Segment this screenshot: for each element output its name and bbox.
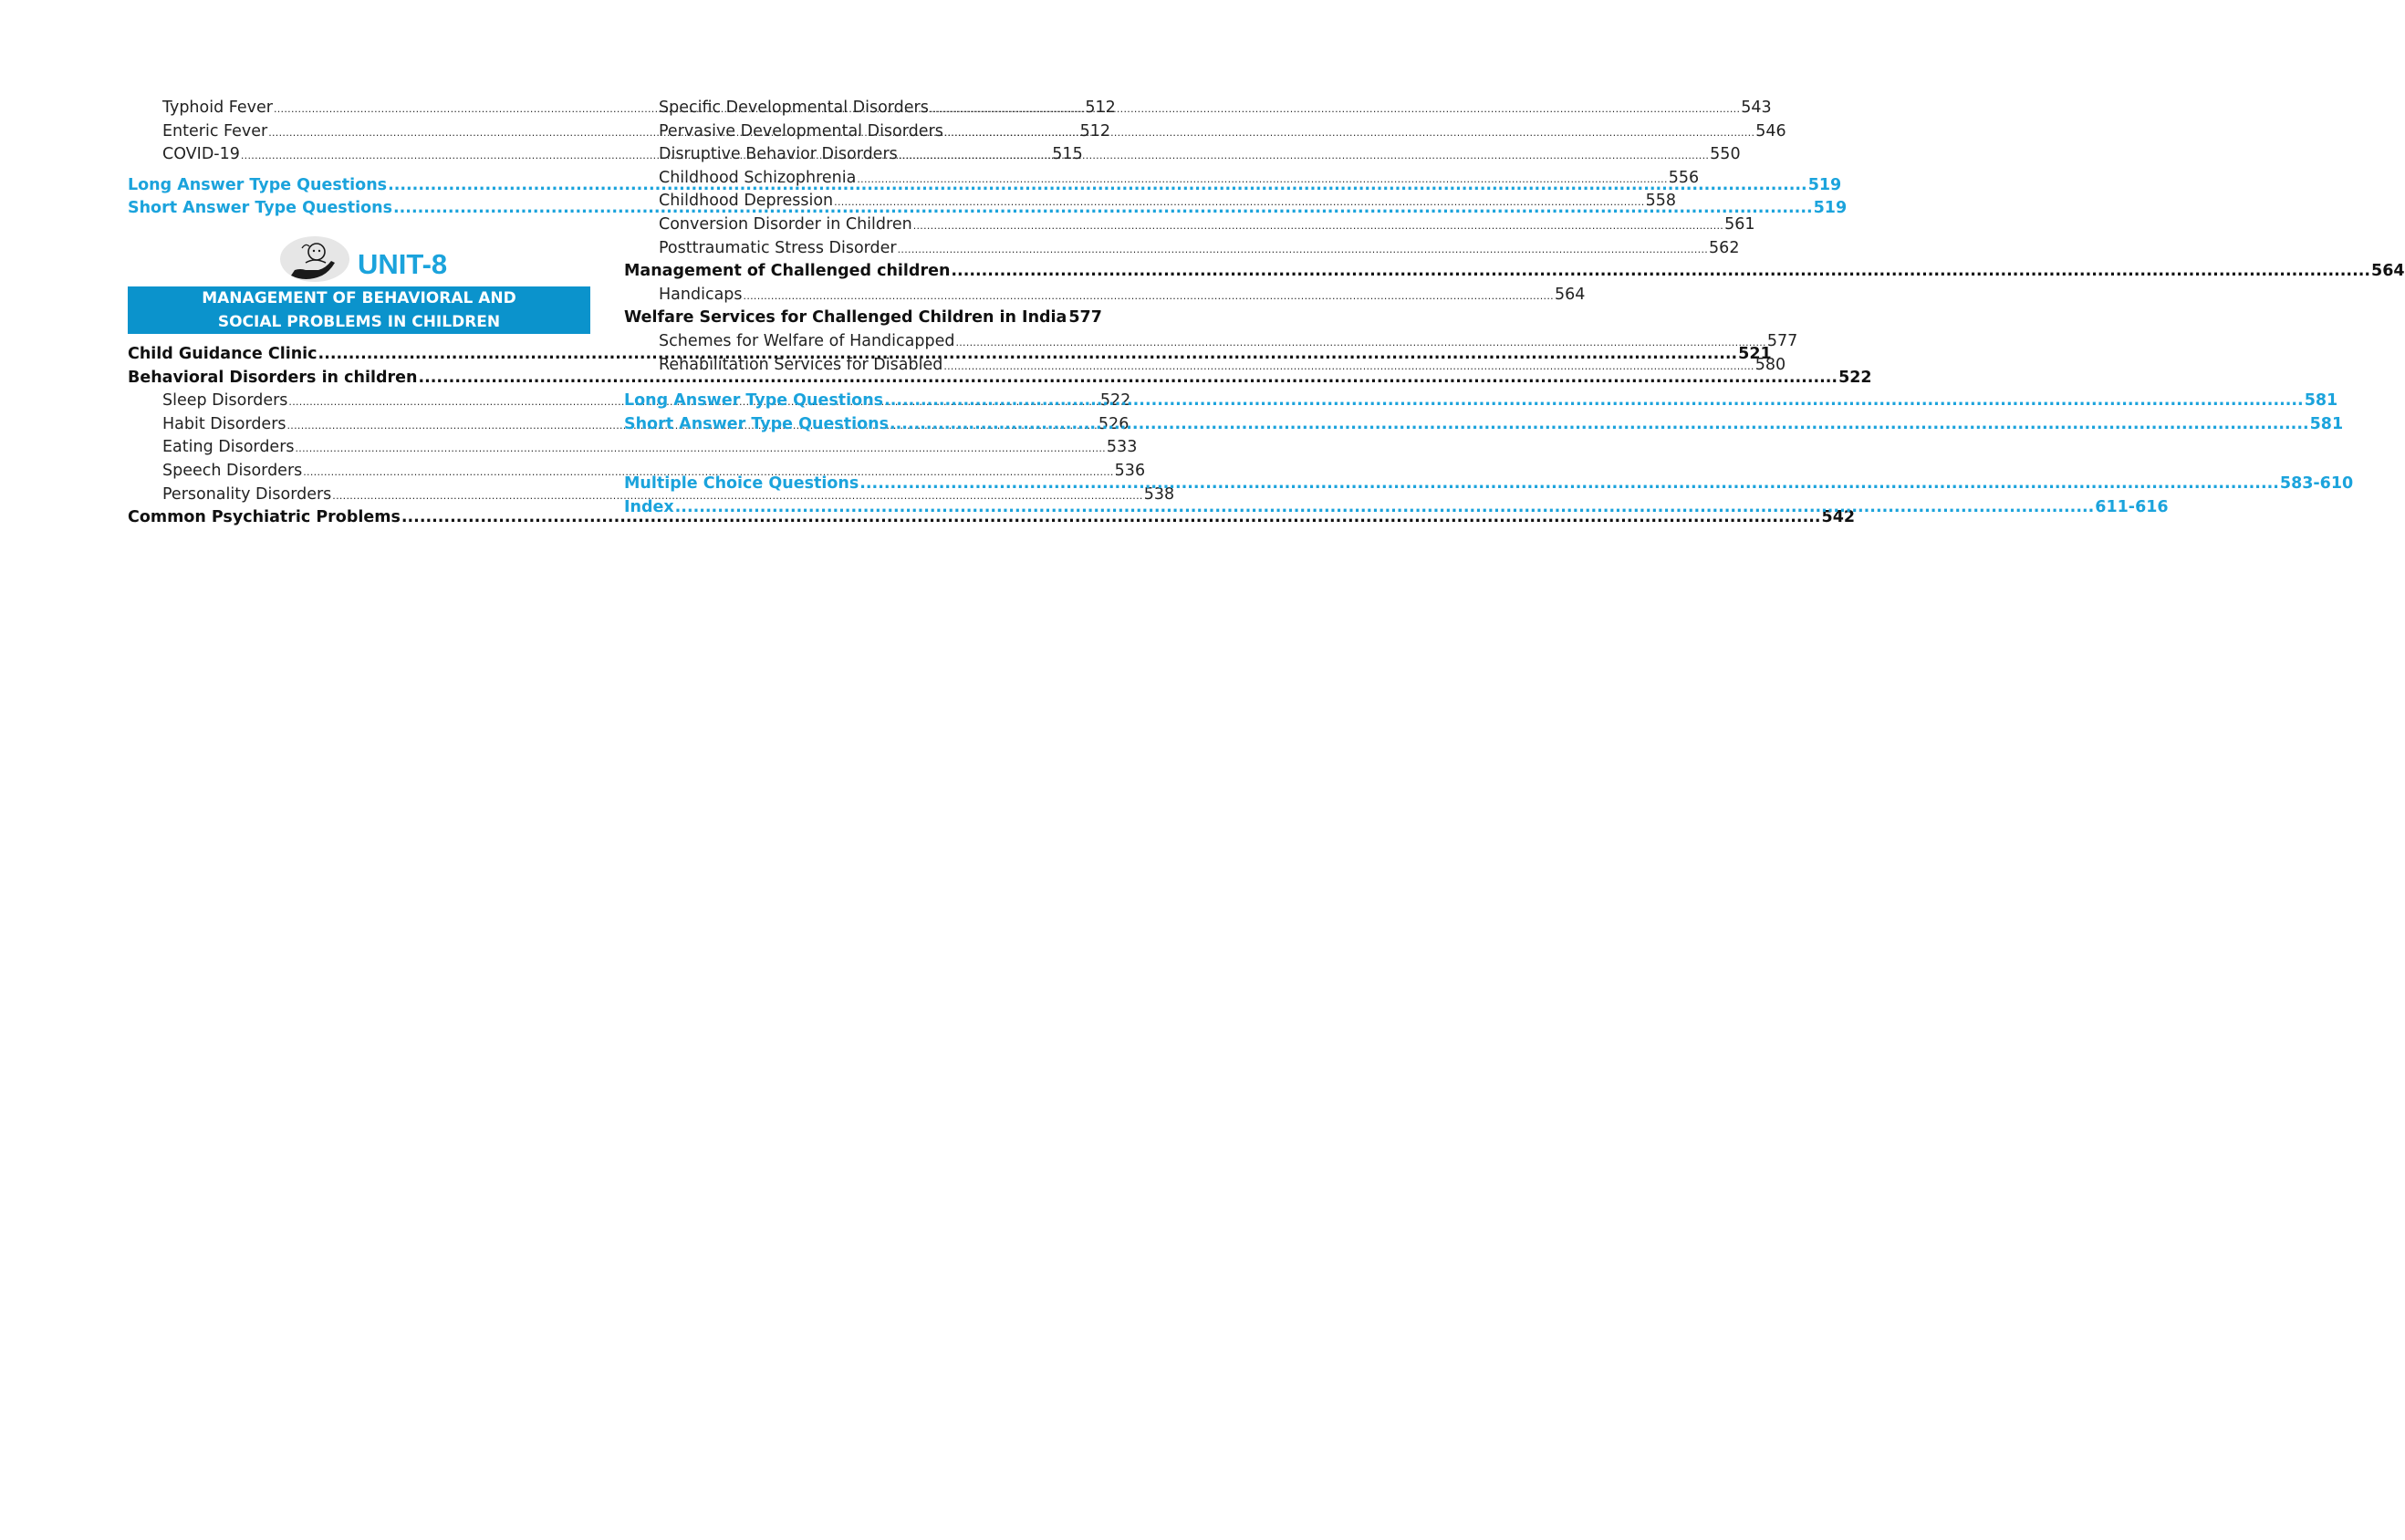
toc-entry-page: 564 [2371,262,2405,281]
toc-entry-title: Eating Disorders [162,438,295,457]
toc-entry-page: 577 [1068,308,1102,328]
toc-entry-title: Specific Developmental Disorders [659,99,929,117]
leader-dots [899,144,1709,168]
toc-entry-title: Enteric Fever [162,121,268,140]
unit-title: UNIT-8 [358,247,448,280]
leader-dots [930,98,1740,121]
toc-entry-page: 564 [1554,285,1586,304]
leader-dots [884,390,2304,413]
toc-entry-page: 519 [1813,199,1848,218]
toc-entry-page: 522 [1099,391,1131,411]
toc-entry-title: Childhood Schizophrenia [659,168,857,187]
toc-entry-title: Schemes for Welfare of Handicapped [659,331,955,350]
leader-dots [859,473,2279,496]
toc-entry-title: COVID-19 [162,145,240,164]
toc-entry-title: Conversion Disorder in Children [659,214,912,234]
toc-entry-title: Handicaps [659,285,743,304]
leader-dots [944,121,1754,145]
toc-entry-childhood-depression[interactable] [624,190,1676,213]
toc-entry-page: 512 [1085,99,1116,117]
toc-entry-page: 536 [1114,461,1146,480]
toc-entry-rehabilitation-services[interactable] [624,354,1786,378]
toc-entry-title: Index [624,497,674,516]
unit-banner [128,286,590,334]
toc-entry-page: 583-610 [2279,474,2354,494]
toc-entry-title: Disruptive Behavior Disorders [659,145,898,164]
toc-entry-page: 512 [1079,121,1111,140]
toc-entry-posttraumatic-stress-disorder[interactable] [624,237,1740,261]
leader-dots [675,496,2095,520]
toc-entry-page: 581 [2309,414,2344,433]
toc-entry-page: 521 [1738,344,1772,363]
toc-entry-page: 581 [2304,391,2338,411]
leader-dots [744,285,1554,308]
toc-entry-title: Management of Challenged children [624,262,951,281]
toc-entry-eating-disorders[interactable] [128,436,1138,460]
toc-entry-title: Common Psychiatric Problems [128,508,401,527]
toc-entry-title: Behavioral Disorders in children [128,368,418,387]
toc-entry-title: Long Answer Type Questions [624,391,884,411]
toc-entry-page: 519 [1807,175,1842,194]
toc-entry-conversion-disorder[interactable] [624,213,1755,237]
leader-dots [834,191,1644,214]
toc-entry-behavioral-disorders[interactable] [128,367,1872,390]
toc-entry-page: 580 [1754,355,1786,374]
toc-entry-title: Short Answer Type Questions [624,414,889,433]
toc-entry-page: 515 [1052,145,1083,164]
toc-entry-title: Personality Disorders [162,484,332,504]
toc-entry-page: 546 [1755,121,1786,140]
leader-dots [955,331,1765,355]
toc-entry-title: Typhoid Fever [162,99,273,117]
toc-entry-page: 550 [1710,145,1741,164]
toc-entry-welfare-services[interactable] [624,307,1102,330]
toc-entry-page: 538 [1143,484,1175,504]
toc-entry-title: Posttraumatic Stress Disorder [659,238,897,257]
toc-entry-title: Childhood Depression [659,192,834,211]
toc-entry-title: Short Answer Type Questions [128,199,392,218]
toc-entry-title: Pervasive Developmental Disorders [659,121,943,140]
toc-entry-title: Long Answer Type Questions [128,175,388,194]
toc-entry-page: 611-616 [2095,497,2169,516]
toc-entry-disruptive-behavior-disorders[interactable] [624,143,1741,167]
leader-dots [857,168,1667,192]
toc-entry-page: 522 [1838,368,1872,387]
toc-entry-page: 542 [1821,508,1856,527]
hand-holding-child-icon [278,235,351,285]
toc-entry-title: Speech Disorders [162,461,303,480]
toc-entry-title: Habit Disorders [162,414,286,433]
toc-entry-title: Child Guidance Clinic [128,344,318,363]
toc-entry-management-challenged-children[interactable] [624,260,2405,284]
leader-dots [943,355,1754,379]
toc-entry-page: 543 [1741,99,1772,117]
toc-entry-page: 533 [1106,438,1138,457]
toc-entry-title: Multiple Choice Questions [624,474,859,494]
unit-banner-line2: SOCIAL PROBLEMS IN CHILDREN [217,312,501,331]
toc-entry-title: Welfare Services for Challenged Children in India [624,308,1067,328]
leader-dots [890,413,2309,437]
leader-dots [913,214,1723,238]
toc-entry-childhood-schizophrenia[interactable] [624,167,1700,191]
toc-entry-page: 562 [1709,238,1740,257]
leader-dots [951,260,2370,284]
toc-entry-page: 558 [1645,192,1676,211]
toc-entry-title: Sleep Disorders [162,391,288,411]
unit-heading [128,235,590,286]
toc-entry-handicaps[interactable] [624,284,1586,307]
unit-banner-line1: MANAGEMENT OF BEHAVIORAL AND [202,288,516,307]
toc-entry-page: 526 [1098,414,1130,433]
toc-entry-title: Rehabilitation Services for Disabled [659,355,943,374]
leader-dots [898,238,1708,262]
toc-entry-page: 577 [1766,331,1798,350]
toc-entry-page: 561 [1724,214,1755,234]
toc-entry-page: 556 [1668,168,1700,187]
